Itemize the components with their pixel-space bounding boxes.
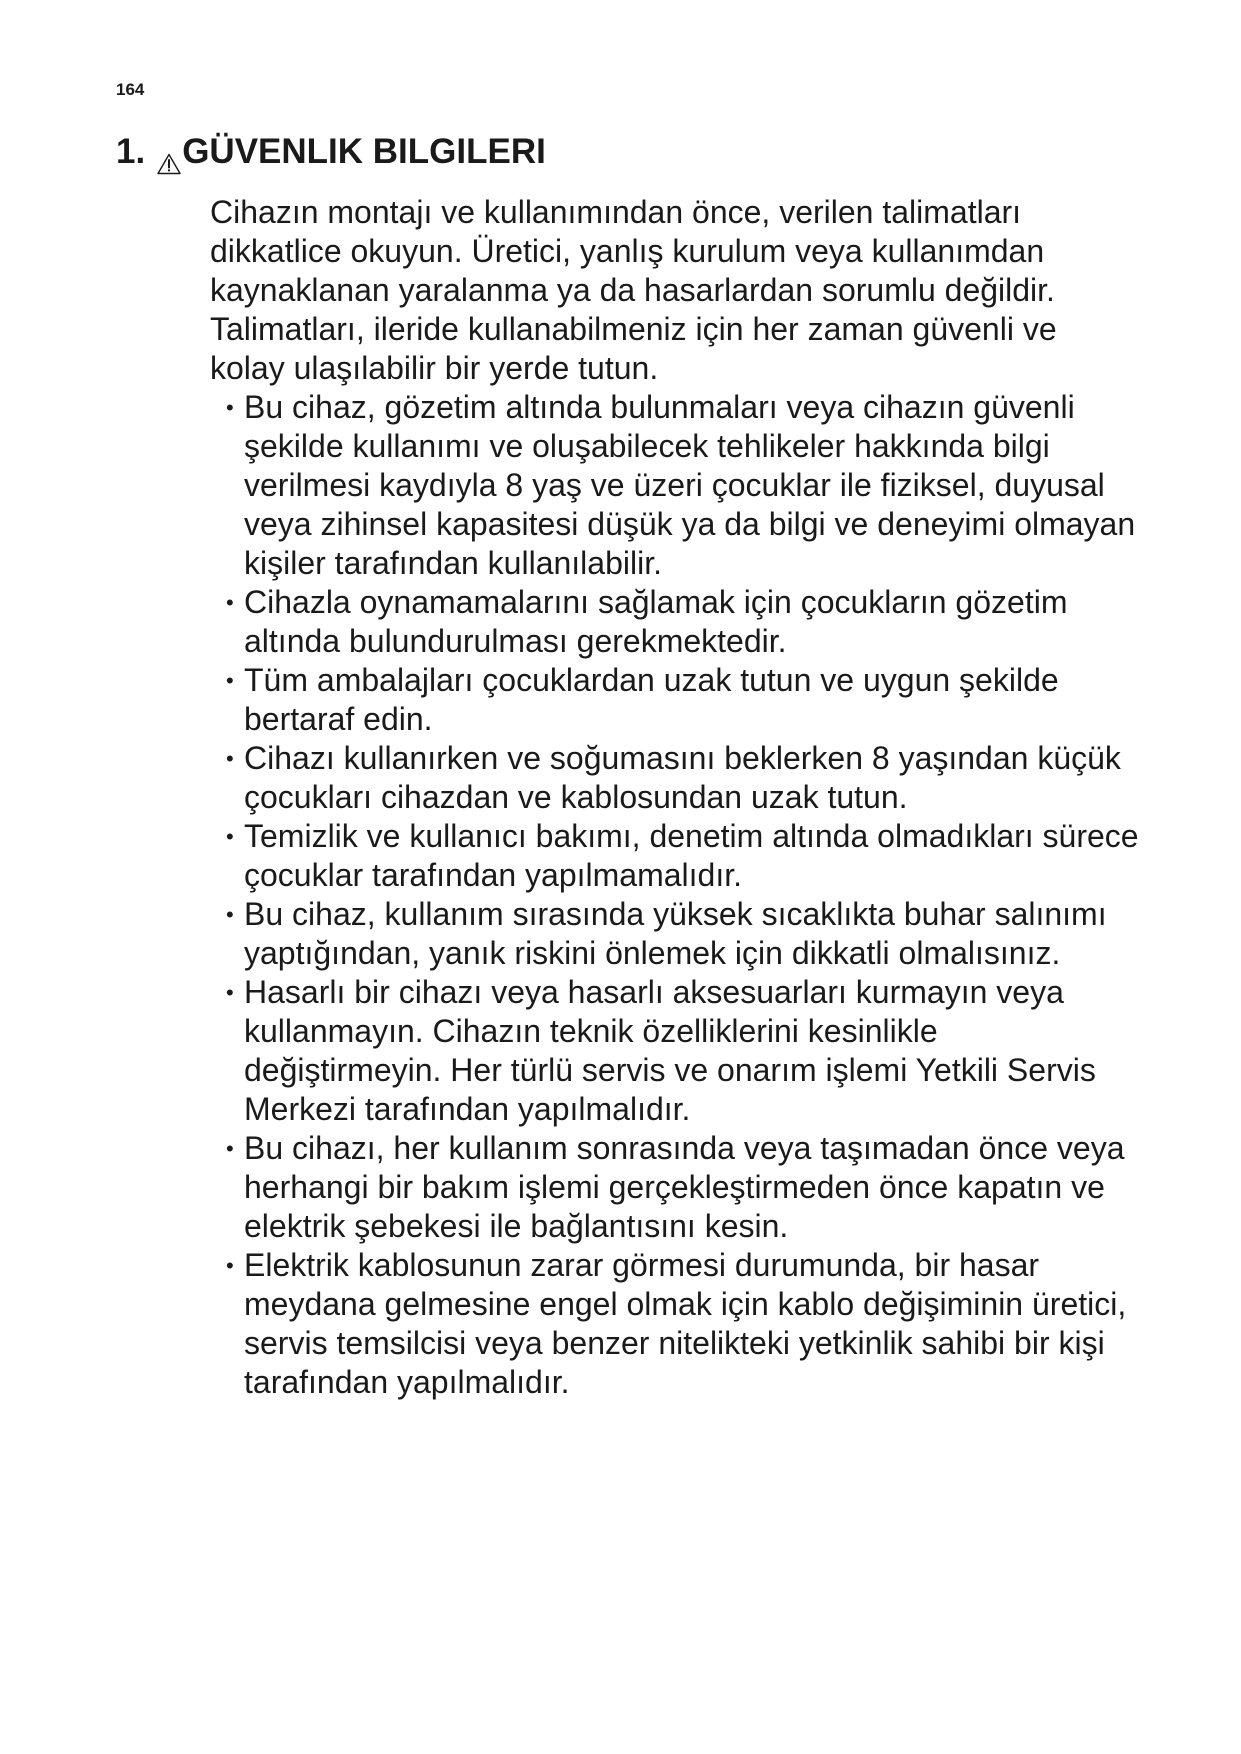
intro-paragraph: Cihazın montajı ve kullanımından önce, verilen talimatları dikkatlice okuyun. Üretici, yanlış kurulum veya kullanımdan kaynaklanan yaralanma ya da hasarlardan sorumlu değildir. Talimatları, ileride kullanabilmeniz için her zaman güvenli ve kolay ulaşılabilir bir yerde tutun. [210, 194, 1057, 386]
list-item-text: Temizlik ve kullanıcı bakımı, denetim altında olmadıkları sürece çocuklar tarafından yapılmamalıdır. [244, 818, 1139, 893]
bullet-icon: • [226, 1136, 234, 1161]
list-item-text: Cihazla oynamamalarını sağlamak için çocukların gözetim altında bulundurulması gerekmektedir. [244, 584, 1068, 659]
bullet-icon: • [226, 668, 234, 693]
list-item [210, 1129, 1140, 1246]
safety-list [210, 388, 1140, 1402]
list-item-text: Bu cihaz, gözetim altında bulunmaları veya cihazın güvenli şekilde kullanımı ve oluşabilecek tehlikeler hakkında bilgi verilmesi kaydıyla 8 yaş ve üzeri çocuklar ile fiziksel, duyusal veya zihinsel kapasitesi düşük ya da bilgi ve deneyimi olmayan kişiler tarafından kullanılabilir. [244, 389, 1136, 581]
list-item [210, 1246, 1140, 1402]
list-item [210, 739, 1140, 817]
list-item [210, 817, 1140, 895]
list-item [210, 973, 1140, 1129]
list-item-text: Hasarlı bir cihazı veya hasarlı aksesuarları kurmayın veya kullanmayın. Cihazın teknik özelliklerini kesinlikle değiştirmeyin. Her türlü servis ve onarım işlemi Yetkili Servis Merkezi tarafından yapılmalıdır. [244, 974, 1096, 1127]
list-item-text: Cihazı kullanırken ve soğumasını beklerken 8 yaşından küçük çocukları cihazdan ve kablosundan uzak tutun. [244, 740, 1121, 815]
bullet-icon: • [226, 1253, 234, 1278]
list-item-text: Tüm ambalajları çocuklardan uzak tutun ve uygun şekilde bertaraf edin. [244, 662, 1059, 737]
list-item [210, 895, 1140, 973]
list-item-text: Elektrik kablosunun zarar görmesi durumunda, bir hasar meydana gelmesine engel olmak için kablo değişiminin üretici, servis temsilcisi veya benzer nitelikteki yetkinlik sahibi bir kişi tarafından yapılmalıdır. [244, 1247, 1127, 1400]
list-item-text: Bu cihazı, her kullanım sonrasında veya taşımadan önce veya herhangi bir bakım işlemi gerçekleştirmeden önce kapatın ve elektrik şebekesi ile bağlantısını kesin. [244, 1130, 1125, 1244]
bullet-icon: • [226, 395, 234, 420]
bullet-icon: • [226, 980, 234, 1005]
section-number: 1. [116, 132, 146, 171]
bullet-icon: • [226, 824, 234, 849]
list-item-text: Bu cihaz, kullanım sırasında yüksek sıcaklıkta buhar salınımı yaptığından, yanık riskini önlemek için dikkatli olmalısınız. [244, 896, 1107, 971]
list-item [210, 388, 1140, 583]
list-item [210, 661, 1140, 739]
bullet-icon: • [226, 902, 234, 927]
safety-content [210, 193, 1140, 1402]
page-number: 164 [116, 80, 145, 99]
list-item [210, 583, 1140, 661]
warning-triangle-icon [157, 143, 181, 165]
bullet-icon: • [226, 746, 234, 771]
section-heading [116, 131, 546, 173]
bullet-icon: • [226, 590, 234, 615]
section-title: GÜVENLIK BILGILERI [182, 132, 546, 171]
